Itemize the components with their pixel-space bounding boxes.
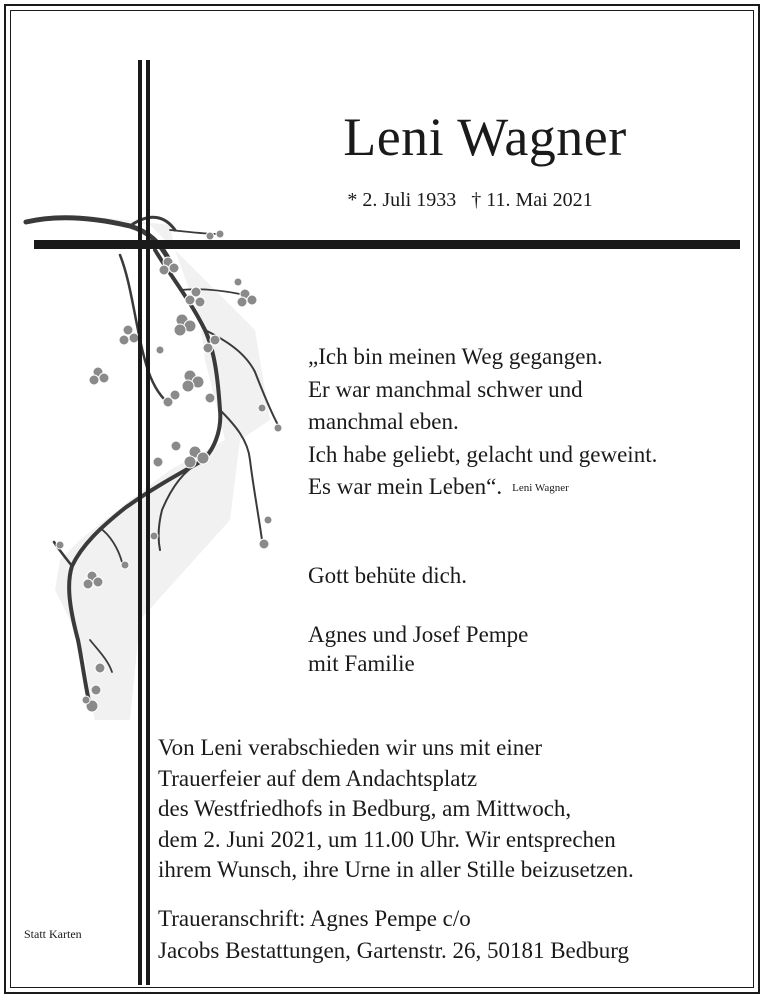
life-dates: * 2. Juli 1933 † 11. Mai 2021 [347, 189, 593, 211]
announcement-line: des Westfriedhofs in Bedburg, am Mittwoch, [158, 796, 572, 821]
quote-author: Leni Wagner [512, 482, 569, 495]
cross-vertical-bar-right [146, 60, 150, 985]
announcement-line: Trauerfeier auf dem Andachtsplatz [158, 765, 478, 791]
funeral-announcement [158, 733, 634, 886]
deceased-name: Leni Wagner [343, 107, 627, 167]
announcement-line: ihrem Wunsch, ihre Urne in aller Stille beizusetzen. [158, 857, 634, 882]
announcement-line: Von Leni verabschieden wir uns mit einer [158, 735, 543, 760]
cross-vertical-bar-left [138, 60, 142, 985]
quote-line: „Ich bin meinen Weg gegangen. [308, 344, 603, 369]
mourners-signature [308, 620, 528, 678]
quote-line-text: Es war mein Leben“. [308, 474, 503, 499]
blessing-text: Gott behüte dich. [308, 563, 468, 588]
quote-line: Er war manchmal schwer und [308, 376, 583, 402]
quote-line: manchmal eben. [308, 409, 459, 434]
cross-horizontal-bar [34, 240, 740, 249]
quote-line-last [308, 471, 657, 505]
signature-line: Agnes und Josef Pempe [308, 622, 529, 647]
statt-karten-note: Statt Karten [24, 927, 82, 941]
quote-line: Ich habe geliebt, gelacht und geweint. [308, 441, 658, 467]
mourning-address [158, 903, 629, 967]
memorial-quote [308, 341, 657, 505]
signature-line: mit Familie [308, 651, 415, 676]
announcement-line: dem 2. Juni 2021, um 11.00 Uhr. Wir entsprechen [158, 826, 616, 852]
address-line: Traueranschrift: Agnes Pempe c/o [158, 906, 471, 931]
address-line: Jacobs Bestattungen, Gartenstr. 26, 50181 Bedburg [158, 938, 630, 963]
